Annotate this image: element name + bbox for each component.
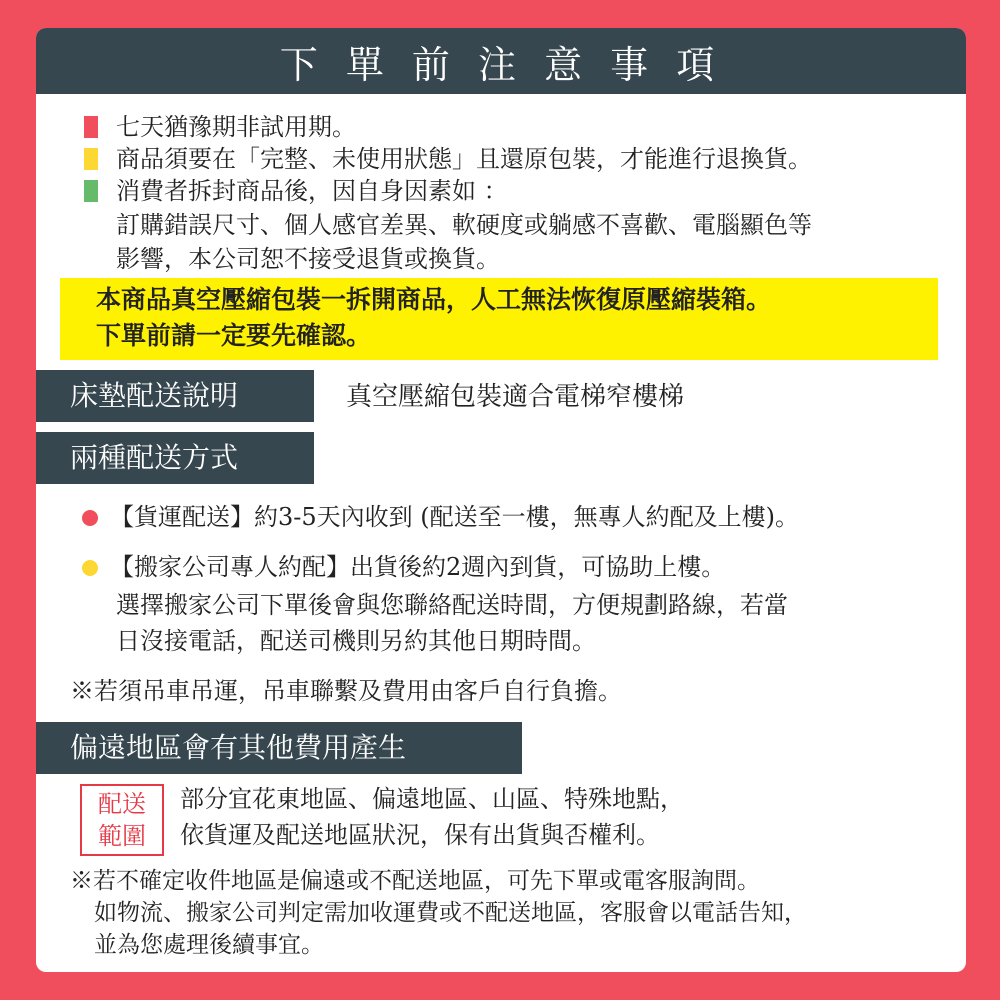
yellow-square-bullet <box>84 148 98 170</box>
note-line-2: 商品須要在「完整、未使用狀態」且還原包裝，才能進行退換貨。 <box>116 145 812 173</box>
warning-highlight <box>60 278 938 360</box>
red-dot-bullet <box>82 510 98 526</box>
mover-delivery-text-1: 【搬家公司專人約配】出貨後約2週內到貨，可協助上樓。 <box>110 553 726 581</box>
remote-line-1: 部分宜花東地區、偏遠地區、山區、特殊地點， <box>180 785 684 813</box>
warning-line-2: 下單前請一定要先確認。 <box>96 321 372 350</box>
note-line-3-cont-2: 影響，本公司恕不接受退貨或換貨。 <box>116 245 500 273</box>
note-line-1: 七天猶豫期非試用期。 <box>116 113 356 141</box>
notice-card <box>36 28 966 972</box>
remote-note-3: 並為您處理後續事宜。 <box>94 932 324 958</box>
green-square-bullet <box>84 180 98 202</box>
badge-line-2: 範圍 <box>98 822 146 850</box>
delivery-range-badge <box>80 784 164 856</box>
title-bar <box>36 28 966 94</box>
remote-line-2: 依貨運及配送地區狀況，保有出貨與否權利。 <box>180 821 660 849</box>
mover-delivery-text-3: 日沒接電話，配送司機則另約其他日期時間。 <box>116 627 596 655</box>
mattress-delivery-text: 真空壓縮包裝適合電梯窄樓梯 <box>346 382 685 412</box>
note-line-3-cont-1: 訂購錯誤尺寸、個人感官差異、軟硬度或躺感不喜歡、電腦顯色等 <box>116 211 812 239</box>
badge-line-1: 配送 <box>98 790 146 818</box>
mattress-delivery-header: 床墊配送說明 <box>36 370 314 422</box>
page-title: 下 單 前 注 意 事 項 <box>279 42 723 87</box>
mover-delivery-text-2: 選擇搬家公司下單後會與您聯絡配送時間，方便規劃路線，若當 <box>116 591 788 619</box>
note-line-3: 消費者拆封商品後，因自身因素如 ： <box>116 177 508 205</box>
remote-area-header: 偏遠地區會有其他費用產生 <box>36 722 522 774</box>
warning-line-1: 本商品真空壓縮包裝一拆開商品，人工無法恢復原壓縮裝箱。 <box>96 285 772 314</box>
red-square-bullet <box>84 116 98 138</box>
delivery-methods-header: 兩種配送方式 <box>36 432 314 484</box>
remote-note-2: 如物流、搬家公司判定需加收運費或不配送地區，客服會以電話告知， <box>94 900 807 926</box>
remote-note-1: ※若不確定收件地區是偏遠或不配送地區，可先下單或電客服詢問。 <box>70 868 760 894</box>
freight-delivery-text: 【貨運配送】約3-5天內收到 (配送至一樓，無專人約配及上樓)。 <box>110 503 800 531</box>
crane-note: ※若須吊車吊運，吊車聯繫及費用由客戶自行負擔。 <box>70 677 622 705</box>
yellow-dot-bullet <box>82 560 98 576</box>
